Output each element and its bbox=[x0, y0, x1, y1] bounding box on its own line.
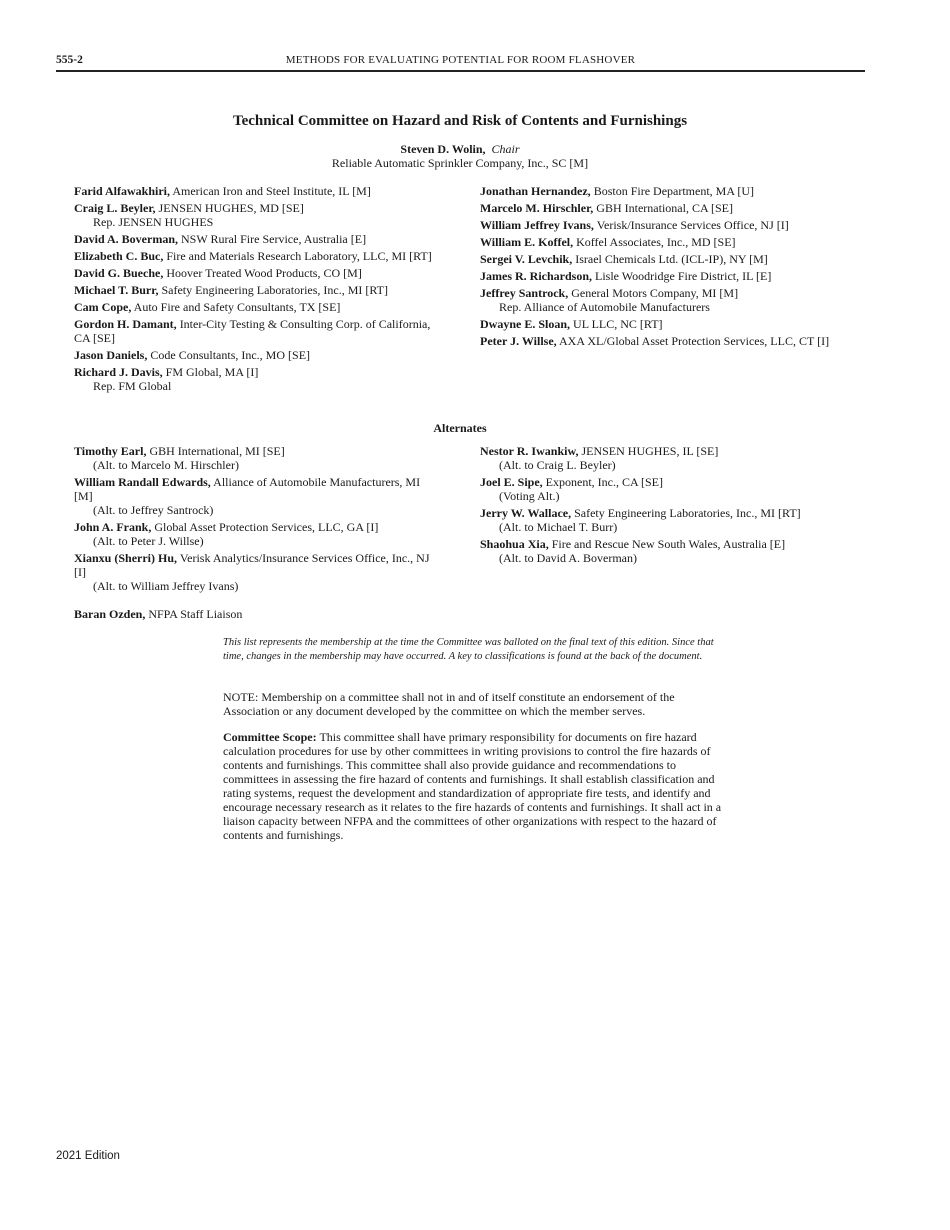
member-affiliation: General Motors Company, MI [M] bbox=[571, 286, 739, 300]
member-affiliation: Alliance of Automobile Manufacturers, MI [M] bbox=[74, 475, 421, 503]
member-entry bbox=[480, 252, 845, 266]
member-affiliation: Safety Engineering Laboratories, Inc., MI [RT] bbox=[161, 283, 388, 297]
member-representation: (Alt. to Jeffrey Santrock) bbox=[93, 503, 214, 517]
membership-note: This list represents the membership at the time the Committee was balloted on the final text of this edition. Since that time, changes in the membership may have occurred. A key to classifications is found at the back of the document. bbox=[223, 637, 714, 662]
member-representation: (Voting Alt.) bbox=[499, 489, 560, 503]
alternates-heading: Alternates bbox=[433, 421, 487, 435]
member-name: Dwayne E. Sloan, bbox=[480, 317, 571, 331]
member-entry bbox=[74, 283, 439, 297]
member-entry bbox=[480, 218, 845, 232]
chair-title: Chair bbox=[491, 142, 520, 156]
member-affiliation: Fire and Rescue New South Wales, Australia [E] bbox=[551, 537, 786, 551]
alternates-left-column bbox=[74, 444, 439, 596]
member-name: Timothy Earl, bbox=[74, 444, 147, 458]
member-entry bbox=[480, 444, 845, 472]
member-affiliation: American Iron and Steel Institute, IL [M] bbox=[172, 184, 371, 198]
edition-footer: 2021 Edition bbox=[56, 1150, 120, 1162]
member-entry bbox=[480, 235, 845, 249]
member-name: Marcelo M. Hirschler, bbox=[480, 201, 594, 215]
member-name: Xianxu (Sherri) Hu, bbox=[74, 551, 178, 565]
page-number: 555-2 bbox=[56, 54, 83, 66]
member-entry bbox=[480, 317, 845, 331]
member-entry bbox=[480, 506, 845, 534]
member-name: Jeffrey Santrock, bbox=[480, 286, 569, 300]
member-entry bbox=[480, 537, 845, 565]
alternates-right-column bbox=[480, 444, 845, 568]
liaison-detail: NFPA Staff Liaison bbox=[148, 607, 243, 621]
member-entry bbox=[74, 184, 439, 198]
member-affiliation: Koffel Associates, Inc., MD [SE] bbox=[576, 235, 736, 249]
member-entry bbox=[74, 520, 439, 548]
member-entry bbox=[480, 475, 845, 503]
member-affiliation: Auto Fire and Safety Consultants, TX [SE] bbox=[133, 300, 341, 314]
committee-scope bbox=[223, 730, 728, 842]
member-name: Richard J. Davis, bbox=[74, 365, 163, 379]
member-name: Jerry W. Wallace, bbox=[480, 506, 572, 520]
endorsement-note: NOTE: Membership on a committee shall not in and of itself constitute an endorsement of the Association or any document developed by the committee on which the member serves. bbox=[223, 690, 675, 718]
member-name: Elizabeth C. Buc, bbox=[74, 249, 164, 263]
members-right-column bbox=[480, 184, 845, 351]
chair-line bbox=[0, 142, 920, 157]
member-affiliation: GBH International, MI [SE] bbox=[149, 444, 285, 458]
member-name: Nestor R. Iwankiw, bbox=[480, 444, 579, 458]
member-entry bbox=[74, 317, 439, 345]
member-affiliation: Boston Fire Department, MA [U] bbox=[593, 184, 754, 198]
member-affiliation: Global Asset Protection Services, LLC, GA [I] bbox=[154, 520, 379, 534]
member-affiliation: FM Global, MA [I] bbox=[165, 365, 259, 379]
member-entry bbox=[480, 201, 845, 215]
member-representation: (Alt. to Marcelo M. Hirschler) bbox=[93, 458, 239, 472]
member-name: James R. Richardson, bbox=[480, 269, 593, 283]
member-name: Gordon H. Damant, bbox=[74, 317, 177, 331]
member-name: John A. Frank, bbox=[74, 520, 152, 534]
member-affiliation: Code Consultants, Inc., MO [SE] bbox=[150, 348, 311, 362]
member-affiliation: AXA XL/Global Asset Protection Services, LLC, CT [I] bbox=[559, 334, 830, 348]
member-affiliation: NSW Rural Fire Service, Australia [E] bbox=[181, 232, 367, 246]
member-name: Peter J. Willse, bbox=[480, 334, 557, 348]
member-name: William Randall Edwards, bbox=[74, 475, 211, 489]
member-representation: (Alt. to David A. Boverman) bbox=[499, 551, 637, 565]
scope-label: Committee Scope: bbox=[223, 730, 317, 744]
member-affiliation: Safety Engineering Laboratories, Inc., MI [RT] bbox=[574, 506, 801, 520]
member-affiliation: JENSEN HUGHES, IL [SE] bbox=[581, 444, 719, 458]
liaison-name: Baran Ozden, bbox=[74, 607, 146, 621]
member-name: Sergei V. Levchik, bbox=[480, 252, 573, 266]
member-affiliation: JENSEN HUGHES, MD [SE] bbox=[158, 201, 304, 215]
member-affiliation: Exponent, Inc., CA [SE] bbox=[545, 475, 663, 489]
member-name: Shaohua Xia, bbox=[480, 537, 549, 551]
member-name: Joel E. Sipe, bbox=[480, 475, 543, 489]
staff-liaison bbox=[74, 607, 242, 622]
member-name: Cam Cope, bbox=[74, 300, 132, 314]
scope-text: This committee shall have primary responsibility for documents on fire hazard calculation procedures for use by other committees in writing provisions to control the fire hazards of contents and furnishings. This committee shall also provide guidance and recommendations to committees in assessing the fire hazard of contents and furnishings. It shall establish classification and rating systems, request the development and standardization of appropriate fire tests, and identify and encourage necessary research as it relates to the fire hazards of contents and furnishings. It shall act in a liaison capacity between NFPA and the committees of other organizations with respect to the hazard of contents and furnishings. bbox=[223, 730, 722, 842]
member-entry bbox=[74, 348, 439, 362]
member-entry bbox=[74, 232, 439, 246]
member-representation: (Alt. to Craig L. Beyler) bbox=[499, 458, 616, 472]
member-affiliation: Israel Chemicals Ltd. (ICL-IP), NY [M] bbox=[575, 252, 768, 266]
member-entry bbox=[480, 269, 845, 283]
member-entry bbox=[74, 365, 439, 393]
member-affiliation: Hoover Treated Wood Products, CO [M] bbox=[166, 266, 362, 280]
member-name: Craig L. Beyler, bbox=[74, 201, 156, 215]
member-name: William Jeffrey Ivans, bbox=[480, 218, 594, 232]
member-representation: (Alt. to Michael T. Burr) bbox=[499, 520, 618, 534]
member-name: Jonathan Hernandez, bbox=[480, 184, 591, 198]
member-entry bbox=[74, 300, 439, 314]
chair-name: Steven D. Wolin, bbox=[400, 142, 486, 156]
member-representation: Rep. FM Global bbox=[93, 379, 172, 393]
member-entry bbox=[480, 334, 845, 348]
member-affiliation: Inter-City Testing & Consulting Corp. of California, CA [SE] bbox=[74, 317, 431, 345]
chair-organization: Reliable Automatic Sprinkler Company, Inc., SC [M] bbox=[331, 156, 589, 170]
member-representation: (Alt. to Peter J. Willse) bbox=[93, 534, 204, 548]
member-affiliation: Lisle Woodridge Fire District, IL [E] bbox=[595, 269, 772, 283]
member-entry bbox=[480, 184, 845, 198]
member-name: Jason Daniels, bbox=[74, 348, 148, 362]
member-name: David A. Boverman, bbox=[74, 232, 179, 246]
member-entry bbox=[480, 286, 845, 314]
page-header bbox=[56, 54, 865, 72]
member-representation: Rep. JENSEN HUGHES bbox=[93, 215, 214, 229]
member-affiliation: GBH International, CA [SE] bbox=[596, 201, 733, 215]
member-representation: Rep. Alliance of Automobile Manufacturers bbox=[499, 300, 710, 314]
member-name: David G. Bueche, bbox=[74, 266, 164, 280]
member-entry bbox=[74, 551, 439, 593]
member-entry bbox=[74, 249, 439, 263]
member-name: Michael T. Burr, bbox=[74, 283, 159, 297]
member-entry bbox=[74, 444, 439, 472]
running-title: METHODS FOR EVALUATING POTENTIAL FOR ROOM FLASHOVER bbox=[285, 54, 636, 66]
member-affiliation: Verisk Analytics/Insurance Services Office, Inc., NJ [I] bbox=[74, 551, 430, 579]
member-name: William E. Koffel, bbox=[480, 235, 574, 249]
member-name: Farid Alfawakhiri, bbox=[74, 184, 171, 198]
committee-title: Technical Committee on Hazard and Risk of Contents and Furnishings bbox=[232, 113, 688, 129]
member-affiliation: Fire and Materials Research Laboratory, LLC, MI [RT] bbox=[166, 249, 432, 263]
member-entry bbox=[74, 475, 439, 517]
member-representation: (Alt. to William Jeffrey Ivans) bbox=[93, 579, 239, 593]
member-entry bbox=[74, 266, 439, 280]
members-left-column bbox=[74, 184, 439, 396]
member-affiliation: UL LLC, NC [RT] bbox=[573, 317, 663, 331]
member-entry bbox=[74, 201, 439, 229]
member-affiliation: Verisk/Insurance Services Office, NJ [I] bbox=[596, 218, 789, 232]
